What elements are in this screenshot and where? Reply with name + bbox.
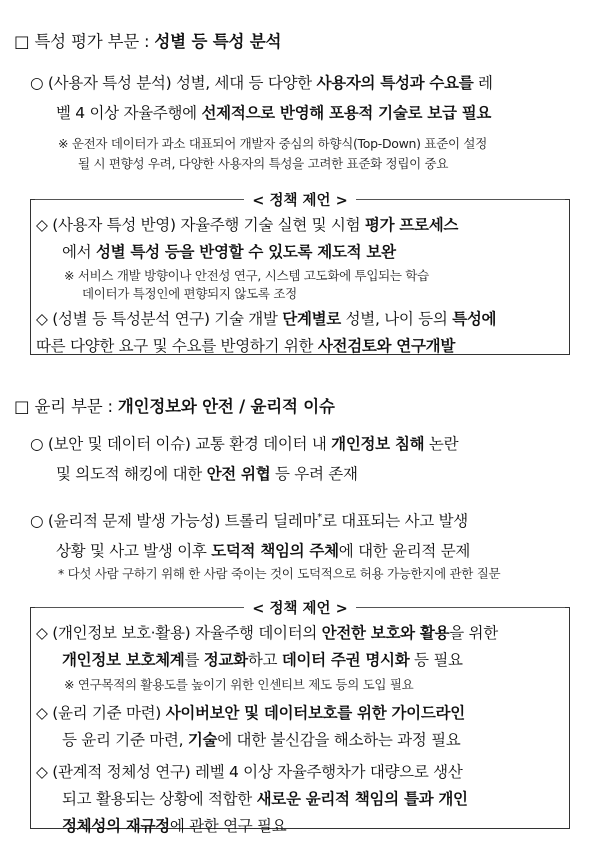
text: (윤리적 문제 발생 가능성) 트롤리 딜레마 <box>47 512 318 531</box>
text: 벨 4 이상 자율주행에 <box>56 104 202 122</box>
bold-text: 단계별로 <box>282 310 341 328</box>
item-line <box>36 700 571 727</box>
section-prefix: 특성 평가 부문 : <box>34 32 155 51</box>
text: 및 의도적 해킹에 대한 <box>56 465 207 483</box>
bullet-line <box>30 536 575 566</box>
diamond-marker: ◇ <box>36 624 48 642</box>
note-line <box>58 564 500 584</box>
bold-text: 정교화 <box>203 651 248 669</box>
diamond-marker: ◇ <box>36 763 48 781</box>
text: 되고 활용되는 상황에 적합한 <box>62 790 257 808</box>
item-line <box>36 727 571 754</box>
divider <box>356 199 565 200</box>
bullet-line <box>30 429 575 459</box>
item-line <box>36 306 571 333</box>
bold-text: 사용자의 특성과 수요를 <box>316 74 474 92</box>
text: 에서 <box>62 243 96 261</box>
text: 을 위한 <box>449 624 498 642</box>
box-title-text: < 정책 제언 > <box>244 597 355 618</box>
note-marker: ※ <box>64 268 75 283</box>
text: (개인정보 보호·활용) 자율주행 데이터의 <box>52 624 322 642</box>
note-line <box>58 134 487 154</box>
text: 등 우려 존재 <box>270 465 358 483</box>
bold-text: 사전검토와 연구개발 <box>317 337 455 355</box>
note-line <box>64 267 429 285</box>
section-marker: □ <box>14 397 30 416</box>
item-line <box>36 786 571 813</box>
section-title: 개인정보와 안전 / 윤리적 이슈 <box>117 397 335 416</box>
bold-text: 특성에 <box>452 310 497 328</box>
text: 연구목적의 활용도를 높이기 위한 인센티브 제도 등의 도입 필요 <box>77 677 414 692</box>
section-marker: □ <box>14 32 30 51</box>
bold-text: 도덕적 책임의 주체 <box>211 542 339 561</box>
policy-item-ethics-standard <box>36 700 571 754</box>
item-line <box>36 647 571 674</box>
item-line <box>36 333 571 360</box>
bullet-ethical-problem <box>30 503 575 566</box>
circle-marker: ○ <box>30 512 44 531</box>
text: 등 필요 <box>409 651 463 669</box>
bullet-line <box>30 459 575 489</box>
divider <box>356 607 565 608</box>
text: 다섯 사람 구하기 위해 한 사람 죽이는 것이 도덕적으로 허용 가능한지에 관한 질문 <box>67 566 501 581</box>
note-training-data <box>64 267 429 303</box>
text: (보안 및 데이터 이슈) 교통 환경 데이터 내 <box>47 435 332 453</box>
bullet-user-characteristics-analysis <box>30 68 575 128</box>
text: 를 <box>184 651 204 669</box>
diamond-marker: ◇ <box>36 310 48 328</box>
policy-item-relational-identity <box>36 759 571 840</box>
divider <box>35 199 244 200</box>
note-marker: ※ <box>58 136 69 151</box>
bold-text: 평가 프로세스 <box>364 216 459 234</box>
text: 운전자 데이터가 과소 대표되어 개발자 중심의 하향식(Top-Down) 표준이 설정 <box>71 136 487 151</box>
note-driver-data <box>58 134 487 174</box>
bold-text: 안전 위협 <box>206 465 271 483</box>
text: 에 대한 불신감을 해소하는 과정 필요 <box>217 731 461 749</box>
note-marker: * <box>58 566 64 581</box>
policy-item-gender-research <box>36 306 571 360</box>
note-line: 데이터가 특정인에 편향되지 않도록 조정 <box>82 286 297 301</box>
bullet-line <box>30 503 575 536</box>
bold-text: 데이터 주권 명시화 <box>281 651 410 669</box>
divider <box>35 607 244 608</box>
section-header-characteristics <box>14 28 281 52</box>
note-incentive <box>64 676 413 694</box>
text: 에 관한 연구 필요 <box>169 817 287 835</box>
section-header-ethics <box>14 393 335 417</box>
item-line <box>36 813 571 840</box>
text: (사용자 특성 반영) 자율주행 기술 실현 및 시험 <box>52 216 365 234</box>
text: 레 <box>473 74 493 92</box>
text: (사용자 특성 분석) 성별, 세대 등 다양한 <box>47 74 317 92</box>
bold-text: 선제적으로 반영해 포용적 기술로 보급 필요 <box>201 104 492 122</box>
section-prefix: 윤리 부문 : <box>34 397 118 416</box>
bullet-security-data-issue <box>30 429 575 489</box>
bold-text: 기술 <box>187 731 218 749</box>
bold-text: 정체성의 재규정 <box>62 817 170 835</box>
text: 로 대표되는 사고 발생 <box>321 512 468 531</box>
note-marker: ※ <box>64 677 75 692</box>
text: (윤리 기준 마련) <box>52 704 166 722</box>
bold-text: 사이버보안 및 데이터보호를 위한 가이드라인 <box>165 704 465 722</box>
bullet-line <box>30 68 575 98</box>
bold-text: 개인정보 침해 <box>331 435 425 453</box>
text: (성별 등 특성분석 연구) 기술 개발 <box>52 310 283 328</box>
item-line <box>36 239 571 266</box>
item-line <box>36 212 571 239</box>
circle-marker: ○ <box>30 74 44 92</box>
bold-text: 안전한 보호와 활용 <box>321 624 450 642</box>
policy-box-2-title <box>35 597 565 617</box>
circle-marker: ○ <box>30 435 44 453</box>
policy-box-1-title <box>35 189 565 209</box>
text: (관계적 정체성 연구) 레벨 4 이상 자율주행차가 대량으로 생산 <box>52 763 463 781</box>
text: 하고 <box>247 651 282 669</box>
policy-item-user-reflection <box>36 212 571 266</box>
text: 등 윤리 기준 마련, <box>62 731 188 749</box>
note-line <box>64 676 413 694</box>
text: 따른 다양한 요구 및 수요를 반영하기 위한 <box>36 337 318 355</box>
bold-text: 개인정보 보호체계 <box>62 651 185 669</box>
bold-text: 성별 특성 등을 반영할 수 있도록 제도적 보완 <box>95 243 396 261</box>
diamond-marker: ◇ <box>36 216 48 234</box>
box-title-text: < 정책 제언 > <box>244 189 355 210</box>
policy-item-privacy <box>36 620 571 674</box>
item-line <box>36 620 571 647</box>
text: 성별, 나이 등의 <box>340 310 453 328</box>
note-trolley-dilemma <box>58 564 500 584</box>
text: 에 대한 윤리적 문제 <box>338 542 471 561</box>
text: 서비스 개발 방향이나 안전성 연구, 시스템 고도화에 투입되는 학습 <box>77 268 429 283</box>
text: 상황 및 사고 발생 이후 <box>56 542 212 561</box>
text: 논란 <box>424 435 459 453</box>
note-line: 될 시 편향성 우려, 다양한 사용자의 특성을 고려한 표준화 정립이 중요 <box>78 156 449 171</box>
bullet-line <box>30 98 575 128</box>
bold-text: 새로운 윤리적 책임의 틀과 개인 <box>256 790 468 808</box>
section-title: 성별 등 특성 분석 <box>154 32 282 51</box>
item-line <box>36 759 571 786</box>
footnote-mark: * <box>317 512 322 523</box>
diamond-marker: ◇ <box>36 704 48 722</box>
